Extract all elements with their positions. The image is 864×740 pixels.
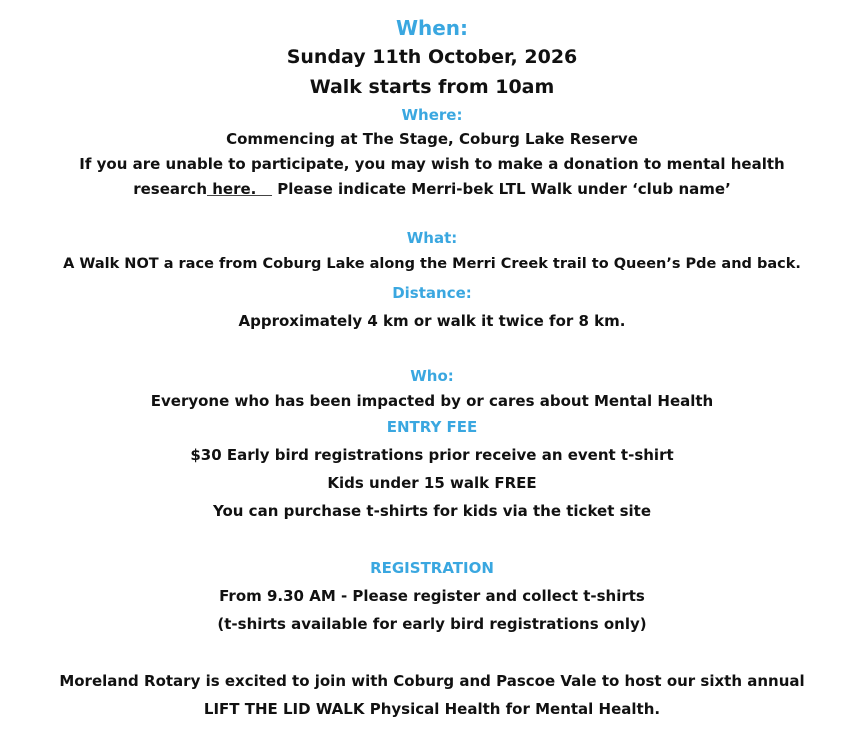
distance-description: Approximately 4 km or walk it twice for 8 km.	[238, 312, 626, 330]
entry-fee-line2: Kids under 15 walk FREE	[327, 474, 537, 492]
where-heading: Where:	[401, 106, 463, 124]
who-heading: Who:	[410, 367, 454, 385]
donation-prefix: research	[133, 180, 207, 198]
donation-link[interactable]: here.	[207, 180, 273, 198]
when-heading: When:	[395, 16, 469, 40]
event-date: Sunday 11th October, 2026	[286, 46, 578, 68]
donation-text-line2	[0, 180, 864, 198]
registration-line2: (t-shirts available for early bird registrations only)	[217, 615, 647, 633]
distance-heading: Distance:	[392, 284, 472, 302]
event-location: Commencing at The Stage, Coburg Lake Reserve	[226, 130, 638, 148]
event-time: Walk starts from 10am	[309, 76, 555, 98]
what-description: A Walk NOT a race from Coburg Lake along the Merri Creek trail to Queen’s Pde and back.	[63, 256, 801, 272]
entry-fee-line1: $30 Early bird registrations prior receive an event t-shirt	[190, 446, 674, 464]
registration-heading: REGISTRATION	[370, 559, 494, 577]
who-description: Everyone who has been impacted by or cares about Mental Health	[150, 392, 714, 410]
registration-line1: From 9.30 AM - Please register and collect t-shirts	[219, 587, 645, 605]
footer-line2: LIFT THE LID WALK Physical Health for Mental Health.	[203, 700, 661, 718]
what-heading: What:	[406, 229, 458, 247]
donation-text-line1: If you are unable to participate, you may wish to make a donation to mental health	[79, 155, 785, 173]
donation-suffix: Please indicate Merri-bek LTL Walk under ‘club name’	[272, 180, 731, 198]
entry-fee-line3: You can purchase t-shirts for kids via the ticket site	[212, 502, 652, 520]
entry-fee-heading: ENTRY FEE	[386, 418, 478, 436]
footer-line1: Moreland Rotary is excited to join with Coburg and Pascoe Vale to host our sixth annual	[59, 672, 805, 690]
